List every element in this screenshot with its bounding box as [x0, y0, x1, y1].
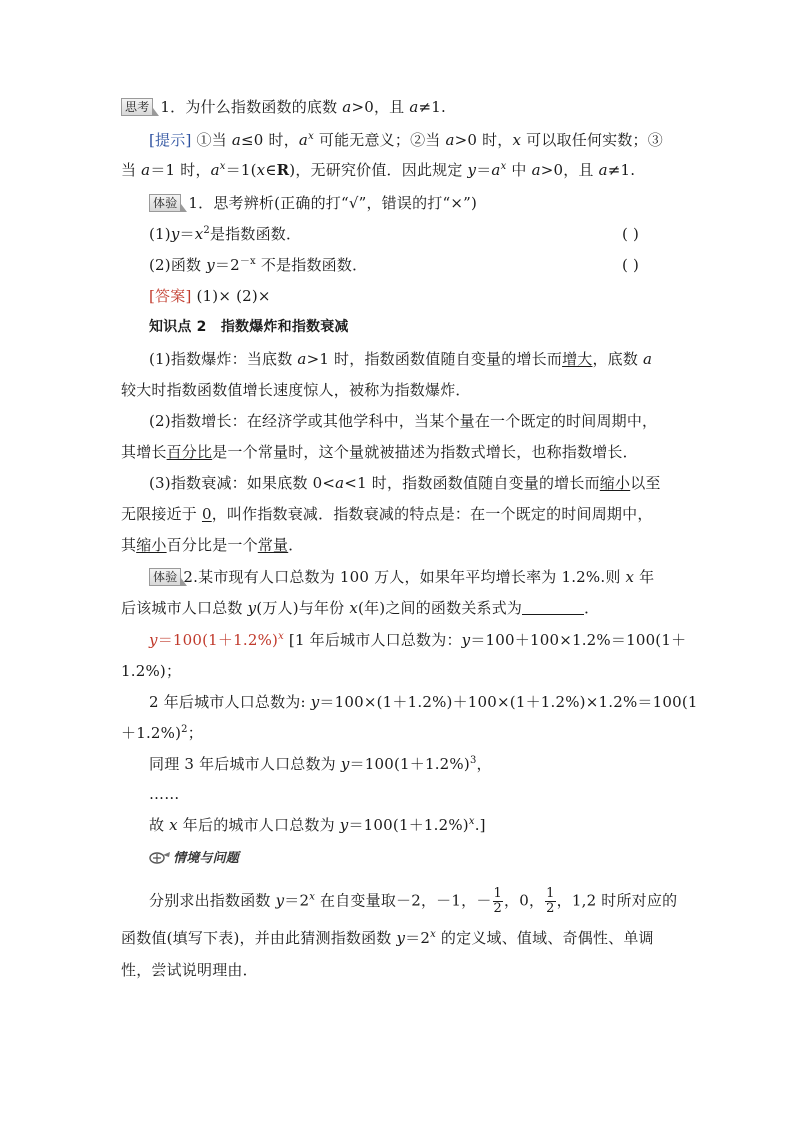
exp2-solution-line-2: 1.2%)； — [121, 662, 182, 680]
k2-p1-line-1: (1)指数爆炸：当底数 a>1 时，指数函数值随自变量的增长而增大，底数 a — [149, 350, 653, 368]
hint-line-1: [提示] ①当 a≤0 时，$a^x$ 可能无意义；②当 a>0 时，x 可以取任何实数；③ — [149, 131, 663, 149]
exp1-item-1: $(1)y=x^2$是指数函数． — [149, 225, 302, 243]
scene-title: 情境与问题 — [173, 851, 240, 866]
knowledge-2-title: 知识点 2 指数爆炸和指数衰减 — [149, 319, 349, 335]
exp2-solution-dots: …… — [149, 785, 180, 803]
k2-p3-line-3: 其缩小百分比是一个常量． — [121, 536, 304, 554]
fraction-half-2: $\frac{1}{2}$ — [546, 886, 555, 916]
exp2-question-line-2: 后该城市人口总数 y(万人)与年份 x(年)之间的函数关系式为 ． — [121, 599, 600, 617]
hint-line-2: 当 a＝1 时，$a^x=1(x\in R)$，无研究价值．因此规定 $y=a^x$ 中 a>0，且 a≠1. — [121, 161, 636, 179]
k2-p3-line-2: 无限接近于 0，叫作指数衰减．指数衰减的特点是：在一个既定的时间周期中， — [121, 505, 653, 523]
exp2-solution-line-4: ＋1.2%)$^2$； — [121, 724, 203, 742]
hint-label: [提示] — [149, 131, 192, 149]
exp2-tag: 体验 — [149, 568, 181, 586]
exp1-answer: [答案] (1)× (2)× — [149, 287, 271, 305]
answer-label: [答案] — [149, 287, 192, 305]
think-tag: 思考 — [121, 98, 153, 116]
exp1-tag: 体验 — [149, 194, 181, 212]
scene-line-1: 分别求出指数函数 $y=2^x$ 在自变量取－2，－1，－ $\frac{1}{2}$ ，0， $\frac{1}{2}$ ，1,2 时所对应的 — [149, 886, 678, 916]
exp2-solution-line-1: $y=100(1+1.2\%)^x$ [1 年后城市人口总数为：y＝100＋100×1.2%＝100(1＋ — [149, 631, 687, 649]
k2-p1-line-2: 较大时指数函数值增长速度惊人，被称为指数爆炸． — [121, 381, 471, 399]
fraction-half-1: $\frac{1}{2}$ — [493, 886, 503, 916]
think-question: 思考 1．为什么指数函数的底数 a>0，且 a≠1. — [121, 97, 446, 117]
exp1-paren-1: ( ) — [622, 225, 640, 243]
scene-header — [149, 847, 239, 870]
scene-line-3: 性，尝试说明理由． — [121, 961, 258, 979]
exp2-solution-line-3: 2 年后城市人口总数为: y＝100×(1＋1.2%)＋100×(1＋1.2%)×1.2%＝100(1 — [149, 693, 698, 711]
answer-blank — [522, 600, 584, 615]
scene-line-2: 函数值(填写下表)，并由此猜测指数函数 $y=2^x$ 的定义域、值域、奇偶性、单调 — [121, 929, 654, 947]
exp1-item-2: (2)函数 $y=2^{-x}$ 不是指数函数． — [149, 256, 368, 274]
k2-p3-line-1: (3)指数衰减：如果底数 0<a<1 时，指数函数值随自变量的增长而缩小以至 — [149, 474, 661, 492]
exp1-paren-2: ( ) — [622, 256, 640, 274]
exp2-solution-line-6: 故 x 年后的城市人口总数为 $y=100(1+1.2\%)^x$.] — [149, 816, 486, 834]
scene-icon — [149, 849, 171, 870]
exp2-solution-line-5: 同理 3 年后城市人口总数为 $y=100(1+1.2\%)^3$， — [149, 755, 492, 773]
k2-p2-line-1: (2)指数增长：在经济学或其他学科中，当某个量在一个既定的时间周期中， — [149, 412, 658, 430]
exp1-title: 体验 1．思考辨析(正确的打“√”，错误的打“×”) — [149, 193, 477, 213]
k2-p2-line-2: 其增长百分比是一个常量时，这个量就被描述为指数式增长，也称指数增长． — [121, 443, 638, 461]
exp2-question-line-1: 体验 2.某市现有人口总数为 100 万人，如果年平均增长率为 1.2%.则 x 年 — [149, 567, 654, 587]
